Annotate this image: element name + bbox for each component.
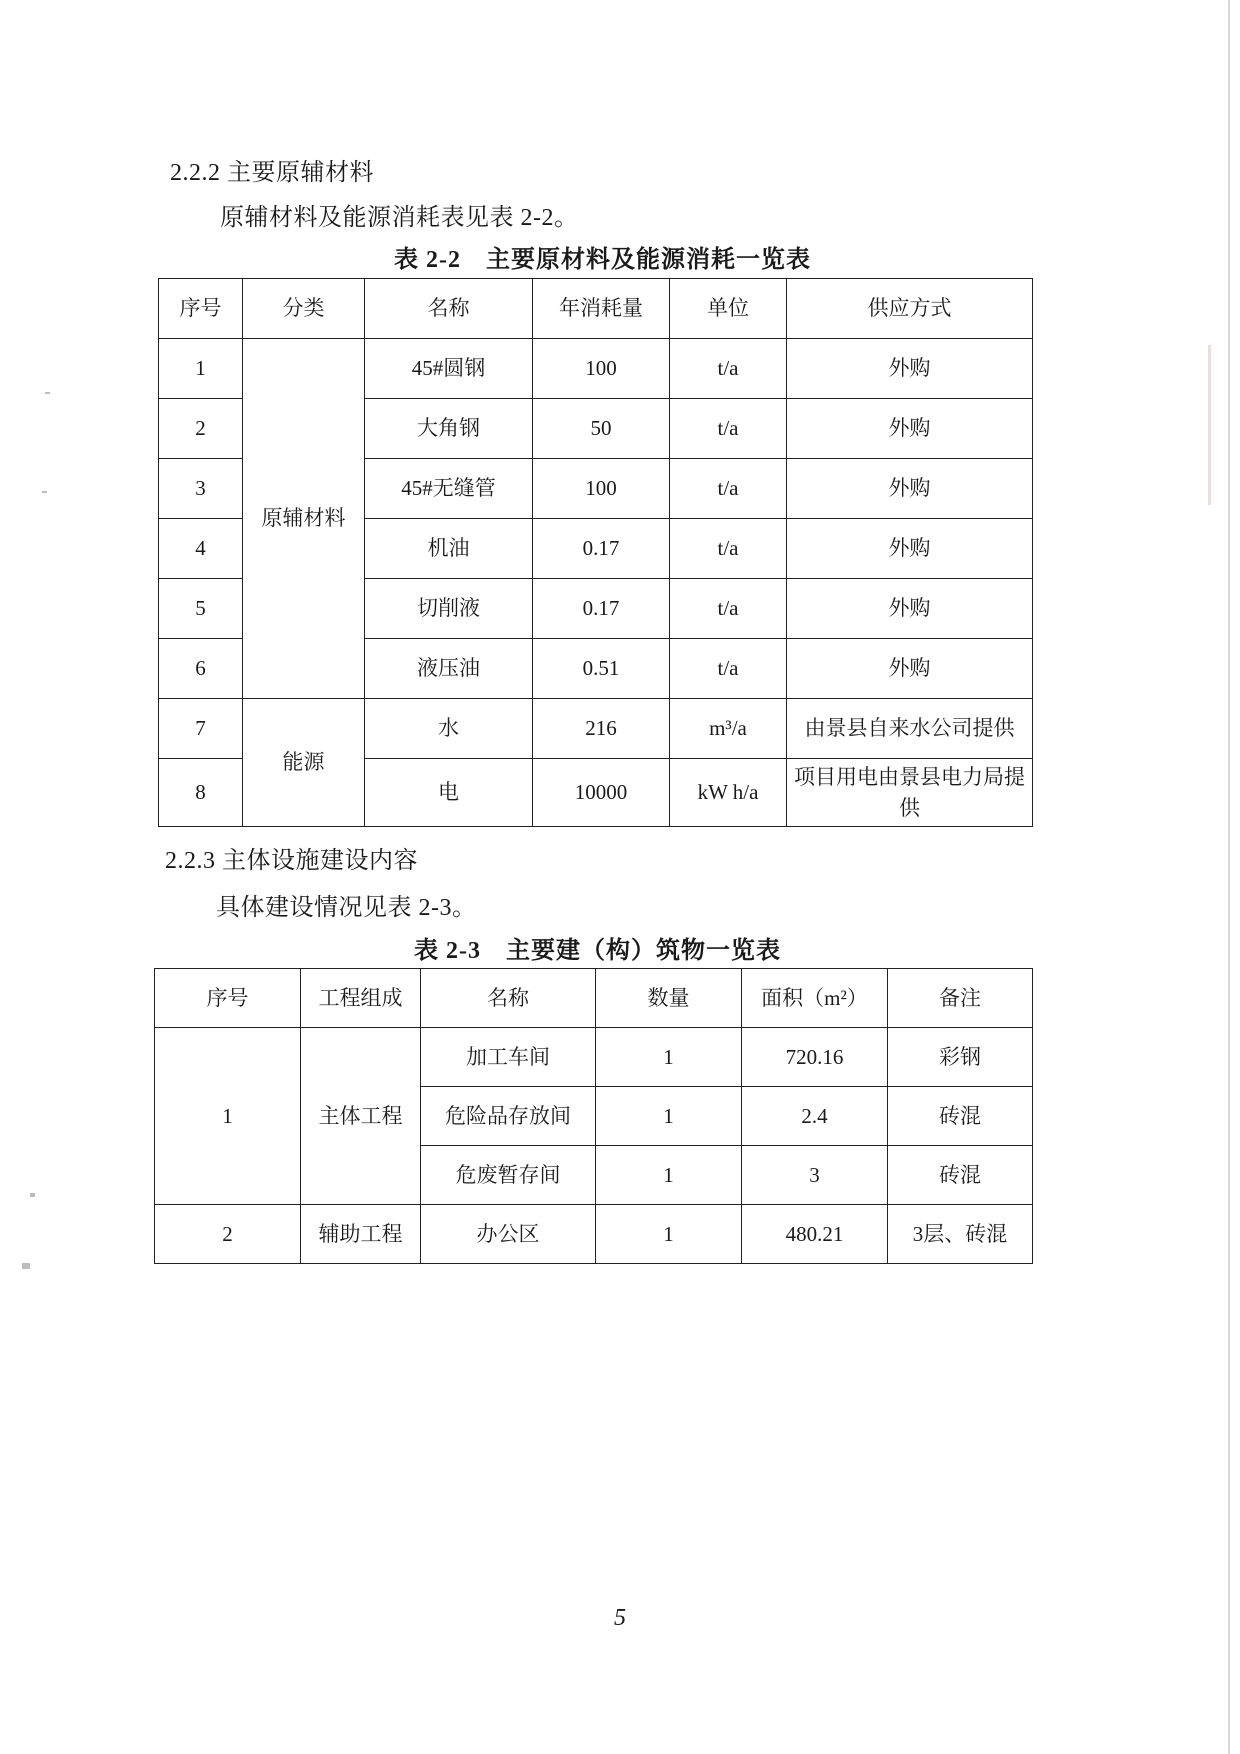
table-header-row xyxy=(155,969,1033,1028)
cell-name: 办公区 xyxy=(421,1205,596,1264)
header-no: 序号 xyxy=(155,969,301,1028)
table-caption-2-3: 表 2-3 主要建（构）筑物一览表 xyxy=(414,938,781,964)
cell-no: 4 xyxy=(159,519,243,579)
table-caption-2-2: 表 2-2 主要原材料及能源消耗一览表 xyxy=(394,247,811,273)
page-edge xyxy=(1228,0,1230,1754)
cell-qty: 10000 xyxy=(533,759,670,827)
scan-speck xyxy=(45,392,50,394)
header-category: 分类 xyxy=(243,279,365,339)
cell-name: 加工车间 xyxy=(421,1028,596,1087)
cell-name: 45#无缝管 xyxy=(365,459,533,519)
cell-component: 辅助工程 xyxy=(301,1205,421,1264)
header-unit: 单位 xyxy=(670,279,787,339)
cell-supply: 由景县自来水公司提供 xyxy=(787,699,1033,759)
cell-no: 7 xyxy=(159,699,243,759)
cell-no: 1 xyxy=(159,339,243,399)
cell-unit: m³/a xyxy=(670,699,787,759)
header-count: 数量 xyxy=(596,969,742,1028)
cell-no: 8 xyxy=(159,759,243,827)
header-component: 工程组成 xyxy=(301,969,421,1028)
cell-note: 彩钢 xyxy=(888,1028,1033,1087)
cell-count: 1 xyxy=(596,1205,742,1264)
header-no: 序号 xyxy=(159,279,243,339)
buildings-table xyxy=(154,968,1033,1264)
cell-group-no: 1 xyxy=(155,1028,301,1205)
scan-speck xyxy=(22,1263,30,1269)
cell-note: 3层、砖混 xyxy=(888,1205,1033,1264)
scan-speck xyxy=(30,1193,35,1197)
cell-qty: 216 xyxy=(533,699,670,759)
header-name: 名称 xyxy=(365,279,533,339)
section-text-223: 具体建设情况见表 2-3。 xyxy=(216,895,477,921)
table-row xyxy=(159,699,1033,759)
header-area: 面积（m²） xyxy=(742,969,888,1028)
cell-area: 2.4 xyxy=(742,1087,888,1146)
cell-group-no: 2 xyxy=(155,1205,301,1264)
table-row xyxy=(159,339,1033,399)
header-note: 备注 xyxy=(888,969,1033,1028)
cell-category-raw: 原辅材料 xyxy=(243,339,365,699)
cell-unit: t/a xyxy=(670,339,787,399)
cell-qty: 100 xyxy=(533,339,670,399)
cell-qty: 0.17 xyxy=(533,519,670,579)
cell-qty: 100 xyxy=(533,459,670,519)
materials-energy-table xyxy=(158,278,1033,827)
header-name: 名称 xyxy=(421,969,596,1028)
page-number: 5 xyxy=(614,1605,626,1631)
table-header-row xyxy=(159,279,1033,339)
header-annual-consumption: 年消耗量 xyxy=(533,279,670,339)
cell-unit: t/a xyxy=(670,459,787,519)
cell-no: 6 xyxy=(159,639,243,699)
cell-name: 切削液 xyxy=(365,579,533,639)
cell-supply: 外购 xyxy=(787,579,1033,639)
cell-unit: t/a xyxy=(670,579,787,639)
cell-supply: 外购 xyxy=(787,459,1033,519)
section-heading-222: 2.2.2 主要原辅材料 xyxy=(170,160,374,186)
cell-category-energy: 能源 xyxy=(243,699,365,827)
cell-no: 5 xyxy=(159,579,243,639)
cell-name: 大角钢 xyxy=(365,399,533,459)
cell-component: 主体工程 xyxy=(301,1028,421,1205)
section-text-222: 原辅材料及能源消耗表见表 2-2。 xyxy=(220,205,579,231)
table-row xyxy=(155,1205,1033,1264)
cell-supply: 外购 xyxy=(787,339,1033,399)
cell-area: 3 xyxy=(742,1146,888,1205)
cell-note: 砖混 xyxy=(888,1087,1033,1146)
cell-name: 危废暂存间 xyxy=(421,1146,596,1205)
scan-speck xyxy=(42,491,47,493)
cell-supply: 外购 xyxy=(787,519,1033,579)
cell-name: 电 xyxy=(365,759,533,827)
scan-speck xyxy=(1208,345,1211,505)
cell-count: 1 xyxy=(596,1028,742,1087)
cell-name: 机油 xyxy=(365,519,533,579)
cell-qty: 50 xyxy=(533,399,670,459)
header-supply: 供应方式 xyxy=(787,279,1033,339)
cell-name: 45#圆钢 xyxy=(365,339,533,399)
cell-qty: 0.17 xyxy=(533,579,670,639)
cell-unit: t/a xyxy=(670,399,787,459)
cell-name: 液压油 xyxy=(365,639,533,699)
table-row xyxy=(155,1028,1033,1087)
cell-no: 3 xyxy=(159,459,243,519)
cell-no: 2 xyxy=(159,399,243,459)
cell-name: 水 xyxy=(365,699,533,759)
cell-note: 砖混 xyxy=(888,1146,1033,1205)
cell-count: 1 xyxy=(596,1087,742,1146)
cell-qty: 0.51 xyxy=(533,639,670,699)
section-heading-223: 2.2.3 主体设施建设内容 xyxy=(165,848,418,874)
cell-area: 480.21 xyxy=(742,1205,888,1264)
cell-supply: 外购 xyxy=(787,399,1033,459)
cell-unit: t/a xyxy=(670,519,787,579)
cell-unit: t/a xyxy=(670,639,787,699)
cell-unit: kW h/a xyxy=(670,759,787,827)
cell-area: 720.16 xyxy=(742,1028,888,1087)
cell-count: 1 xyxy=(596,1146,742,1205)
cell-name: 危险品存放间 xyxy=(421,1087,596,1146)
cell-supply: 项目用电由景县电力局提供 xyxy=(787,759,1033,827)
cell-supply: 外购 xyxy=(787,639,1033,699)
